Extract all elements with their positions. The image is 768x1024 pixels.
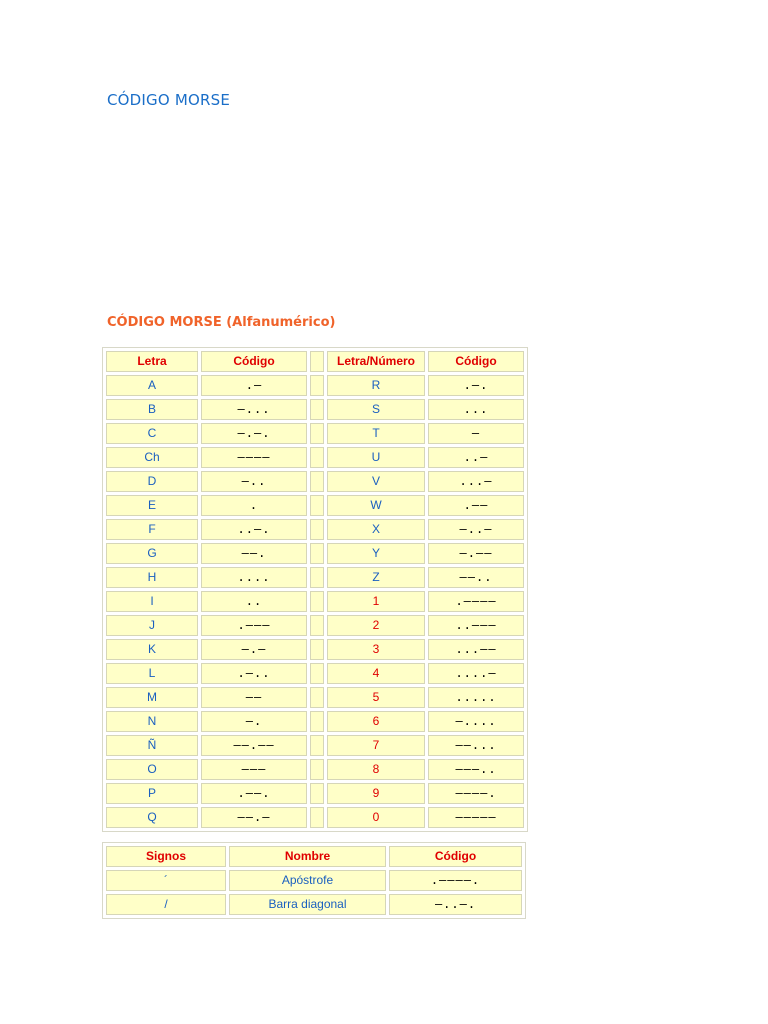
letter-cell: Y — [327, 543, 425, 564]
letter-cell: S — [327, 399, 425, 420]
table-row — [106, 471, 524, 492]
table-row — [106, 447, 524, 468]
sign-cell: / — [106, 894, 226, 915]
page-title: CÓDIGO MORSE — [107, 91, 231, 109]
code-cell: ..––– — [428, 615, 524, 636]
gap-cell — [310, 447, 324, 468]
letter-cell: R — [327, 375, 425, 396]
code-cell: –––.. — [428, 759, 524, 780]
letter-cell: U — [327, 447, 425, 468]
table-row — [106, 399, 524, 420]
gap-cell — [310, 423, 324, 444]
gap-cell — [310, 783, 324, 804]
sign-name-cell: Barra diagonal — [229, 894, 386, 915]
letter-cell: J — [106, 615, 198, 636]
table-header-row — [106, 846, 522, 867]
code-cell: –..–. — [389, 894, 522, 915]
number-cell: 5 — [327, 687, 425, 708]
code-cell: .––– — [201, 615, 307, 636]
gap-cell — [310, 639, 324, 660]
table-row — [106, 894, 522, 915]
code-cell: ––... — [428, 735, 524, 756]
table-row — [106, 591, 524, 612]
letter-cell: Q — [106, 807, 198, 828]
sign-cell: ´ — [106, 870, 226, 891]
number-cell: 7 — [327, 735, 425, 756]
letter-cell: B — [106, 399, 198, 420]
code-cell: ––. — [201, 543, 307, 564]
code-cell: ––– — [201, 759, 307, 780]
code-cell: ..– — [428, 447, 524, 468]
letter-cell: C — [106, 423, 198, 444]
table-row — [106, 870, 522, 891]
table-header-row — [106, 351, 524, 372]
code-cell: ..... — [428, 687, 524, 708]
table-row — [106, 735, 524, 756]
table-row — [106, 783, 524, 804]
code-cell: –.... — [428, 711, 524, 732]
gap-cell — [310, 471, 324, 492]
gap-cell — [310, 735, 324, 756]
letter-cell: M — [106, 687, 198, 708]
number-cell: 4 — [327, 663, 425, 684]
letter-cell: Ch — [106, 447, 198, 468]
gap-cell — [310, 543, 324, 564]
letter-cell: A — [106, 375, 198, 396]
code-cell: –.–. — [201, 423, 307, 444]
header-signos: Signos — [106, 846, 226, 867]
header-codigo-signs: Código — [389, 846, 522, 867]
table-row — [106, 495, 524, 516]
letter-cell: X — [327, 519, 425, 540]
letter-cell: V — [327, 471, 425, 492]
letter-cell: L — [106, 663, 198, 684]
table-row — [106, 615, 524, 636]
number-cell: 0 — [327, 807, 425, 828]
table-row — [106, 423, 524, 444]
gap-cell — [310, 687, 324, 708]
code-cell: ....– — [428, 663, 524, 684]
code-cell: –.–– — [428, 543, 524, 564]
code-cell: – — [428, 423, 524, 444]
letter-cell: N — [106, 711, 198, 732]
gap-cell — [310, 399, 324, 420]
code-cell: –.. — [201, 471, 307, 492]
header-gap — [310, 351, 324, 372]
code-cell: –––– — [201, 447, 307, 468]
code-cell: .– — [201, 375, 307, 396]
letter-cell: D — [106, 471, 198, 492]
code-cell: –... — [201, 399, 307, 420]
letter-cell: O — [106, 759, 198, 780]
header-codigo-2: Código — [428, 351, 524, 372]
letter-cell: H — [106, 567, 198, 588]
gap-cell — [310, 711, 324, 732]
section-subtitle: CÓDIGO MORSE (Alfanumérico) — [107, 315, 336, 330]
number-cell: 9 — [327, 783, 425, 804]
letter-cell: F — [106, 519, 198, 540]
table-row — [106, 663, 524, 684]
table-row — [106, 687, 524, 708]
code-cell: ––.. — [428, 567, 524, 588]
code-cell: .–. — [428, 375, 524, 396]
header-codigo: Código — [201, 351, 307, 372]
gap-cell — [310, 807, 324, 828]
table-row — [106, 807, 524, 828]
header-nombre: Nombre — [229, 846, 386, 867]
number-cell: 3 — [327, 639, 425, 660]
code-cell: .–– — [428, 495, 524, 516]
gap-cell — [310, 567, 324, 588]
gap-cell — [310, 495, 324, 516]
letter-cell: T — [327, 423, 425, 444]
number-cell: 2 — [327, 615, 425, 636]
code-cell: ... — [428, 399, 524, 420]
number-cell: 8 — [327, 759, 425, 780]
code-cell: . — [201, 495, 307, 516]
letter-cell: K — [106, 639, 198, 660]
sign-name-cell: Apóstrofe — [229, 870, 386, 891]
letter-cell: P — [106, 783, 198, 804]
code-cell: ––.– — [201, 807, 307, 828]
number-cell: 1 — [327, 591, 425, 612]
code-cell: .... — [201, 567, 307, 588]
code-cell: .–––– — [428, 591, 524, 612]
table-row — [106, 519, 524, 540]
code-cell: ––.–– — [201, 735, 307, 756]
gap-cell — [310, 375, 324, 396]
table-row — [106, 711, 524, 732]
letter-cell: Ñ — [106, 735, 198, 756]
code-cell: .––. — [201, 783, 307, 804]
code-cell: –– — [201, 687, 307, 708]
header-letra: Letra — [106, 351, 198, 372]
gap-cell — [310, 591, 324, 612]
gap-cell — [310, 615, 324, 636]
letter-cell: I — [106, 591, 198, 612]
table-row — [106, 759, 524, 780]
code-cell: ––––. — [428, 783, 524, 804]
code-cell: ––––– — [428, 807, 524, 828]
code-cell: –..– — [428, 519, 524, 540]
letter-cell: G — [106, 543, 198, 564]
morse-alphanumeric-table — [102, 347, 528, 832]
gap-cell — [310, 759, 324, 780]
code-cell: ...–– — [428, 639, 524, 660]
header-letra-numero: Letra/Número — [327, 351, 425, 372]
code-cell: –.– — [201, 639, 307, 660]
code-cell: .––––. — [389, 870, 522, 891]
letter-cell: E — [106, 495, 198, 516]
table-row — [106, 567, 524, 588]
table-row — [106, 639, 524, 660]
code-cell: –. — [201, 711, 307, 732]
table-row — [106, 543, 524, 564]
code-cell: ..–. — [201, 519, 307, 540]
code-cell: .–.. — [201, 663, 307, 684]
letter-cell: W — [327, 495, 425, 516]
number-cell: 6 — [327, 711, 425, 732]
code-cell: ...– — [428, 471, 524, 492]
code-cell: .. — [201, 591, 307, 612]
letter-cell: Z — [327, 567, 425, 588]
table-row — [106, 375, 524, 396]
gap-cell — [310, 519, 324, 540]
gap-cell — [310, 663, 324, 684]
morse-signs-table — [102, 842, 526, 919]
